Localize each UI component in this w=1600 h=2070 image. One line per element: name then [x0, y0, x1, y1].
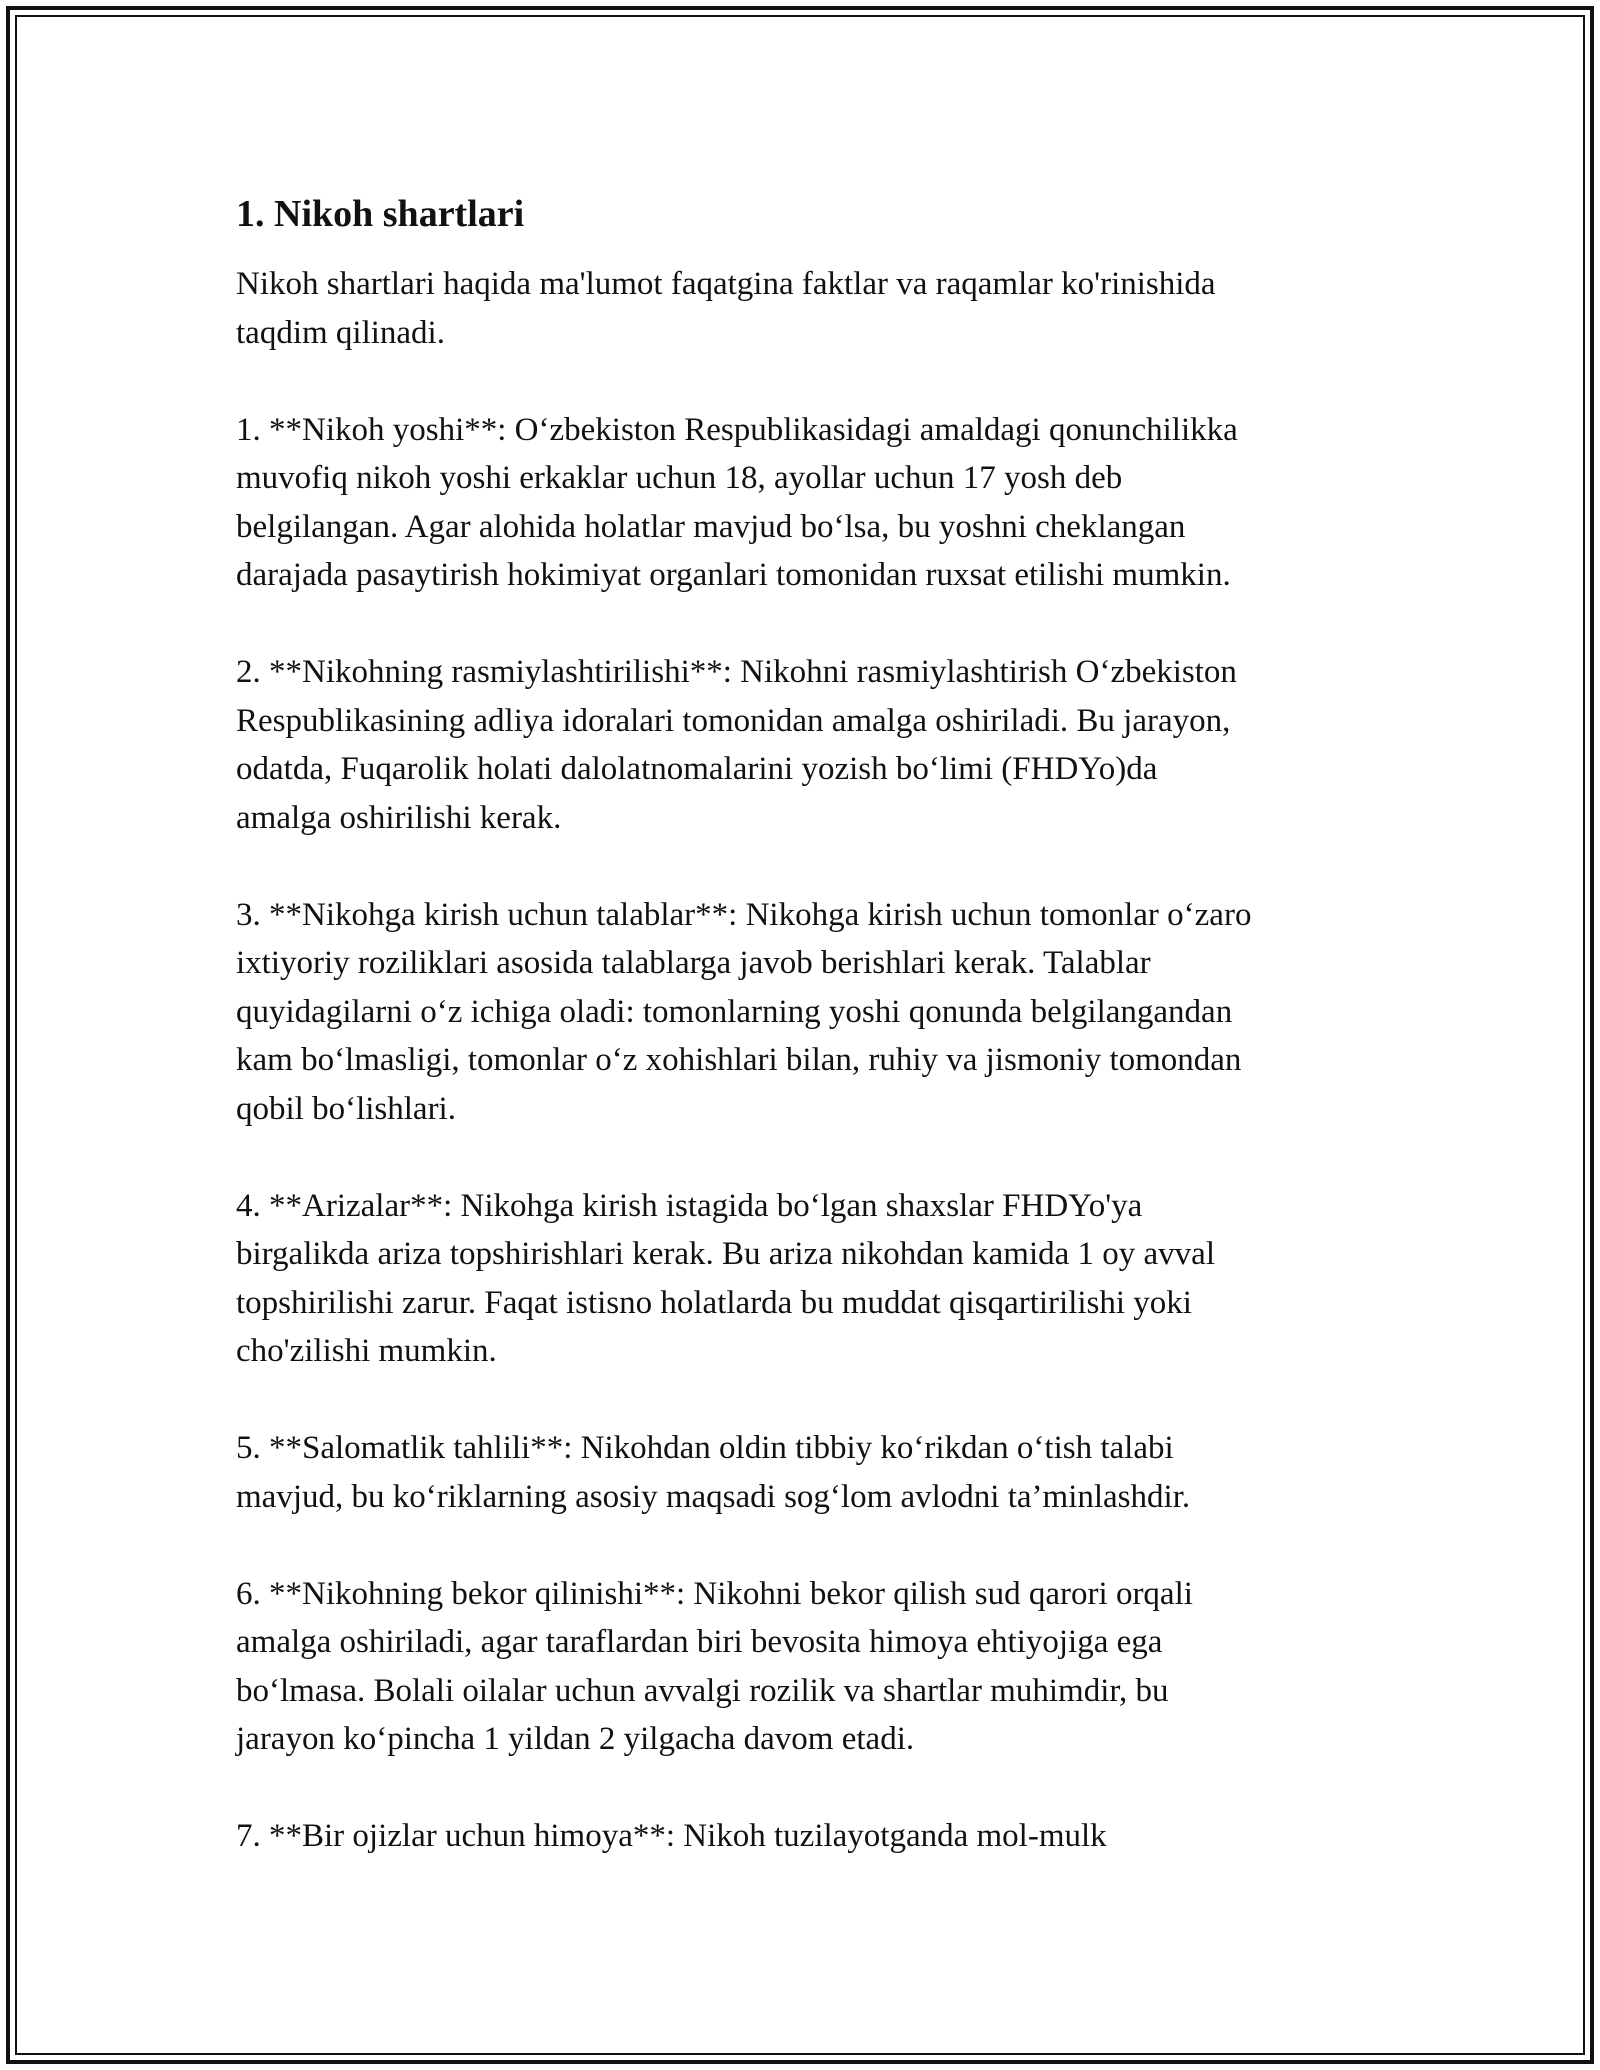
intro-paragraph: Nikoh shartlari haqida ma'lumot faqatgina faktlar va raqamlar ko'rinishida taqdim qilinadi. — [236, 266, 1216, 351]
document-body — [236, 188, 1386, 1861]
list-item-arizalar: 4. **Arizalar**: Nikohga kirish istagida bo‘lgan shaxslar FHDYo'ya birgalikda ariza topshirishlari kerak. Bu ariza nikohdan kamida 1 oy avval topshirilishi zarur. Faqat istisno holatlarda bu muddat qisqartirilishi yoki cho'zilishi mumkin. — [236, 1187, 1215, 1369]
list-item-bekor-qilinishi: 6. **Nikohning bekor qilinishi**: Nikohni bekor qilish sud qarori orqali amalga oshiriladi, agar taraflardan biri bevosita himoya ehtiyojiga ega bo‘lmasa. Bolali oilalar uchun avvalgi rozilik va shartlar muhimdir, bu jarayon ko‘pincha 1 yildan 2 yilgacha davom etadi. — [236, 1575, 1193, 1757]
document-title: 1. Nikoh shartlari — [236, 193, 525, 235]
list-item-nikoh-yoshi: 1. **Nikoh yoshi**: O‘zbekiston Respublikasidagi amaldagi qonunchilikka muvofiq nikoh yoshi erkaklar uchun 18, ayollar uchun 17 yosh deb belgilangan. Agar alohida holatlar mavjud bo‘lsa, bu yoshni cheklangan darajada pasaytirish hokimiyat organlari tomonidan ruxsat etilishi mumkin. — [236, 411, 1238, 593]
list-item-talablar: 3. **Nikohga kirish uchun talablar**: Nikohga kirish uchun tomonlar o‘zaro ixtiyoriy roziliklari asosida talablarga javob berishlari kerak. Talablar quyidagilarni o‘z ichiga oladi: tomonlarning yoshi qonunda belgilangandan kam bo‘lmasligi, tomonlar o‘z xohishlari bilan, ruhiy va jismoniy tomondan qobil bo‘lishlari. — [236, 896, 1252, 1127]
list-item-rasmiylashtirish: 2. **Nikohning rasmiylashtirilishi**: Nikohni rasmiylashtirish O‘zbekiston Respublikasining adliya idoralari tomonidan amalga oshiriladi. Bu jarayon, odatda, Fuqarolik holati dalolatnomalarini yozish bo‘limi (FHDYo)da amalga oshirilishi kerak. — [236, 654, 1237, 836]
list-item-himoya: 7. **Bir ojizlar uchun himoya**: Nikoh tuzilayotganda mol-mulk — [236, 1818, 1107, 1854]
list-item-salomatlik: 5. **Salomatlik tahlili**: Nikohdan oldin tibbiy ko‘rikdan o‘tish talabi mavjud, bu ko‘riklarning asosiy maqsadi sog‘lom avlodni ta’minlashdir. — [236, 1430, 1191, 1515]
